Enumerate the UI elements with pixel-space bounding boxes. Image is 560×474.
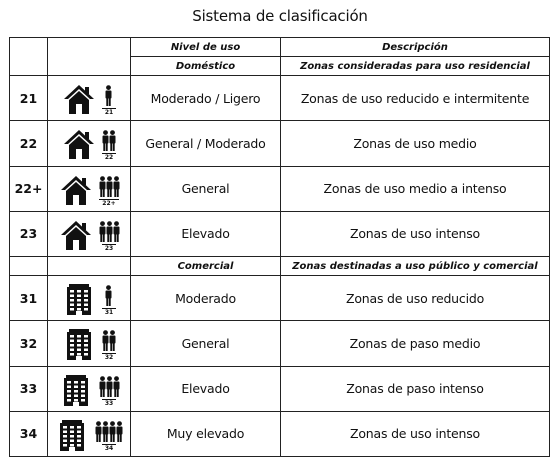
row-description: Zonas de paso medio xyxy=(281,321,550,366)
header-description: Descripción xyxy=(281,38,550,57)
people-icon xyxy=(99,376,120,398)
section-description: Zonas consideradas para uso residencial xyxy=(281,57,550,76)
row-code: 34 xyxy=(10,411,48,456)
people-label: 22 xyxy=(102,153,116,161)
table-row xyxy=(10,276,550,321)
office-building-icon xyxy=(55,418,89,452)
page-title: Sistema de clasificación xyxy=(192,7,368,25)
row-icons xyxy=(48,211,131,256)
house-icon xyxy=(59,173,93,207)
house-icon xyxy=(59,218,93,252)
row-icons xyxy=(48,166,131,211)
people-label: 23 xyxy=(102,244,116,252)
people-label: 32 xyxy=(102,353,116,361)
row-code: 32 xyxy=(10,321,48,366)
people-icon xyxy=(102,130,116,152)
people-label: 31 xyxy=(102,308,116,316)
row-code: 33 xyxy=(10,366,48,411)
row-icons xyxy=(48,76,131,121)
row-level: Muy elevado xyxy=(131,411,281,456)
people-icon xyxy=(102,330,116,352)
house-icon xyxy=(62,127,96,161)
table-row xyxy=(10,411,550,456)
row-code: 22+ xyxy=(10,166,48,211)
section-description: Zonas destinadas a uso público y comercial xyxy=(281,257,550,276)
house-icon xyxy=(62,82,96,116)
row-icons xyxy=(48,366,131,411)
row-description: Zonas de paso intenso xyxy=(281,366,550,411)
classification-table xyxy=(9,37,550,457)
table-header xyxy=(10,38,550,57)
section-name: Doméstico xyxy=(131,57,281,76)
header-level: Nivel de uso xyxy=(131,38,281,57)
people-label: 21 xyxy=(102,108,116,116)
section-header xyxy=(10,257,550,276)
row-code: 22 xyxy=(10,121,48,166)
row-icons xyxy=(48,121,131,166)
people-icon xyxy=(99,176,120,198)
row-code: 21 xyxy=(10,76,48,121)
row-icons xyxy=(48,321,131,366)
row-code: 23 xyxy=(10,211,48,256)
row-icons xyxy=(48,411,131,456)
row-level: General xyxy=(131,321,281,366)
table-row xyxy=(10,76,550,121)
row-level: General xyxy=(131,166,281,211)
table-row xyxy=(10,166,550,211)
office-building-icon xyxy=(62,282,96,316)
row-description: Zonas de uso medio a intenso xyxy=(281,166,550,211)
office-building-icon xyxy=(59,373,93,407)
people-label: 22+ xyxy=(99,199,118,207)
row-level: Elevado xyxy=(131,366,281,411)
row-code: 31 xyxy=(10,276,48,321)
table-row xyxy=(10,321,550,366)
table-row xyxy=(10,366,550,411)
row-description: Zonas de uso reducido xyxy=(281,276,550,321)
table-row xyxy=(10,121,550,166)
row-icons xyxy=(48,276,131,321)
table-row xyxy=(10,211,550,256)
row-level: Elevado xyxy=(131,211,281,256)
people-icon xyxy=(99,221,120,243)
row-level: Moderado xyxy=(131,276,281,321)
row-description: Zonas de uso medio xyxy=(281,121,550,166)
people-icon xyxy=(105,285,112,307)
people-icon xyxy=(105,85,112,107)
row-description: Zonas de uso intenso xyxy=(281,211,550,256)
office-building-icon xyxy=(62,327,96,361)
row-level: Moderado / Ligero xyxy=(131,76,281,121)
row-description: Zonas de uso intenso xyxy=(281,411,550,456)
people-icon xyxy=(95,421,123,443)
people-label: 34 xyxy=(102,444,116,452)
section-name: Comercial xyxy=(131,257,281,276)
row-level: General / Moderado xyxy=(131,121,281,166)
people-label: 33 xyxy=(102,399,116,407)
row-description: Zonas de uso reducido e intermitente xyxy=(281,76,550,121)
